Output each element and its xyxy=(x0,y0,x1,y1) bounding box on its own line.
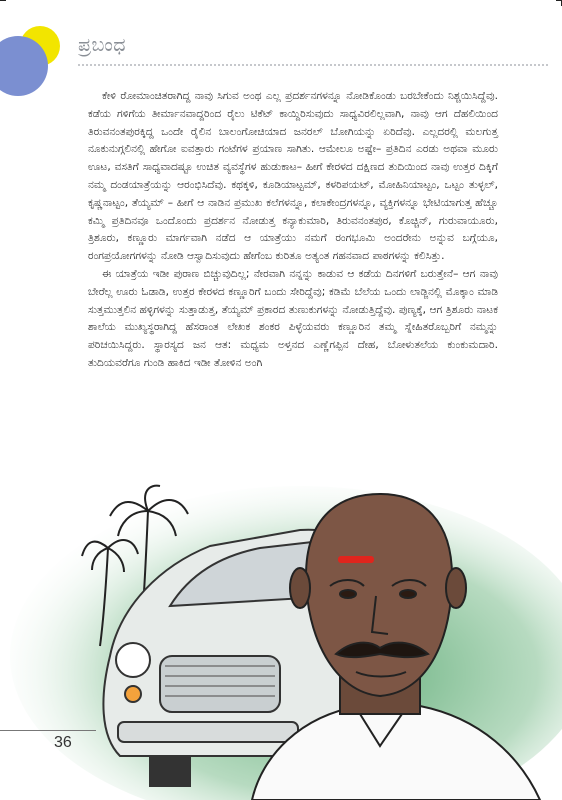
indicator-light xyxy=(125,686,141,702)
header-circles-decoration xyxy=(0,0,80,110)
crop-mark xyxy=(0,0,6,1)
section-title: ಪ್ರಬಂಧ xyxy=(78,34,127,56)
paragraph: ಈ ಯಾತ್ರೆಯ ಇಡೀ ಪುರಾಣ ಬಿಚ್ಚುವುದಿಲ್ಲ; ನೇರವಾಗಿ ನನ್ನನ್ನು ಕಾಡುವ ಆ ಕಡೆಯ ದಿನಗಳಿಗೆ ಬರುತ್ತೇನೆ– ಆಗ ನಾವು ಬೇರೆಲ್ಲ ಊರು ಓಡಾಡಿ, ಉತ್ತರ ಕೇರಳದ ಕಣ್ಣೂರಿಗೆ ಬಂದು ಸೇರಿದ್ದೆವು; ಕಡಿಮೆ ಬೆಲೆಯ ಒಂದು ಲಾಡ್ಜಿನಲ್ಲಿ ಮೊಕ್ಕಾಂ ಮಾಡಿ ಸುತ್ತಮುತ್ತಲಿನ ಹಳ್ಳಿಗಳನ್ನು ಸುತ್ತಾಡುತ್ತ, ತೆಯ್ಯಮ್ ಪ್ರಕಾರದ ತುಣುಕುಗಳನ್ನು ನೋಡುತ್ತಿದ್ದೆವು. ಪುಣ್ಯಕ್ಕೆ, ಆಗ ತ್ರಿಶೂರು ನಾಟಕ ಶಾಲೆಯ ಮುಖ್ಯಸ್ಥರಾಗಿದ್ದ ಹೆಸರಾಂತ ಲೇಖಕ ಶಂಕರ ಪಿಳ್ಳೆಯವರು ಕಣ್ಣೂರಿನ ತಮ್ಮ ಸ್ನೇಹಿತರೊಬ್ಬರಿಗೆ ನಮ್ಮನ್ನು ಪರಿಚಯಿಸಿದ್ದರು. ಸ್ಥಾರಸ್ಯದ ಜನ ಆತ: ಮಧ್ಯಮ ಅಳ್ತನದ ಎಣ್ಣೆಗಪ್ಪಿನ ದೇಹ, ಬೋಳುತಲೆಯ ಕುಂಕುಮದಾರಿ. ತುದಿಯವರೆಗೂ ಗುಂಡಿ ಹಾಕಿದ ಇಡೀ ತೋಳಿನ ಅಂಗಿ xyxy=(88,267,498,369)
headlight xyxy=(116,643,150,677)
tyre xyxy=(150,756,190,786)
tilak-mark xyxy=(338,556,374,563)
page-number: 36 xyxy=(54,734,72,751)
body-text xyxy=(88,88,498,373)
page-number-rule xyxy=(0,730,96,731)
illustration-man-with-car xyxy=(0,456,562,800)
header-divider xyxy=(78,64,548,66)
paragraph: ಕೇಳಿ ರೋಮಾಂಚಿತರಾಗಿದ್ದ ನಾವು ಸಿಗುವ ಅಂಥ ಎಲ್ಲ ಪ್ರದರ್ಶನಗಳನ್ನೂ ನೋಡಿಕೊಂಡು ಬರಬೇಕೆಂದು ನಿಶ್ಚಯಿಸಿದ್ದೆವು. ಕಡೆಯ ಗಳಿಗೆಯ ತೀರ್ಮಾನವಾದ್ದರಿಂದ ರೈಲು ಟಿಕೆಟ್ ಕಾಯ್ದಿರಿಸುವುದು ಸಾಧ್ಯವಿರಲಿಲ್ಲವಾಗಿ, ನಾವು ಆಗ ದೆಹಲಿಯಿಂದ ತಿರುವನಂತಪುರಕ್ಕಿದ್ದ ಒಂದೇ ರೈಲಿನ ಬಾಲಂಗೋಚಿಯಾದ ಜನರಲ್ ಬೋಗಿಯನ್ನು ಏರಿದೆವು. ಎಲ್ಲದರಲ್ಲಿ ಮಲಗುತ್ತ ನೂಕುನುಗ್ಗಲಿನಲ್ಲಿ ಹೇಗೋ ಐವತ್ತಾರು ಗಂಟೆಗಳ ಪ್ರಯಾಣ ಸಾಗಿತು. ಆಮೇಲೂ ಅಷ್ಟೇ– ಪ್ರತಿದಿನ ಎರಡು ಅಥವಾ ಮೂರು ಊಟ, ವಸತಿಗೆ ಸಾಧ್ಯವಾದಷ್ಟೂ ಉಚಿತ ವ್ಯವಸ್ಥೆಗಳ ಹುಡುಕಾಟ– ಹೀಗೆ ಕೇರಳದ ದಕ್ಷಿಣದ ತುದಿಯಿಂದ ನಾವು ಉತ್ತರ ದಿಕ್ಕಿಗೆ ನಮ್ಮ ದಂಡಯಾತ್ರೆಯನ್ನು ಆರಂಭಿಸಿದೆವು. ಕಥಕ್ಕಳಿ, ಕೂಡಿಯಾಟ್ಟಮ್, ಕಳರಿಪಯಟ್, ಮೋಹಿನಿಯಾಟ್ಟಂ, ಒಟ್ಟಂ ತುಳ್ಳಲ್, ಕೃಷ್ಣನಾಟ್ಟಂ, ತೆಯ್ಯಮ್ – ಹೀಗೆ ಆ ನಾಡಿನ ಪ್ರಮುಖ ಕಲೆಗಳನ್ನೂ, ಕಲಾಕೇಂದ್ರಗಳನ್ನೂ, ವ್ಯಕ್ತಿಗಳನ್ನೂ ಭೇಟಿಯಾಗುತ್ತ ಹೆಚ್ಚೂ ಕಮ್ಮಿ ಪ್ರತಿದಿನವೂ ಒಂದೊಂದು ಪ್ರದರ್ಶನ ನೋಡುತ್ತ ಕನ್ಯಾಕುಮಾರಿ, ತಿರುವನಂತಪುರ, ಕೊಚ್ಚಿನ್, ಗುರುವಾಯೂರು, ತ್ರಿಶೂರು, ಕಣ್ಣೂರು ಮಾರ್ಗವಾಗಿ ನಡೆದ ಆ ಯಾತ್ರೆಯು ನಮಗೆ ರಂಗಭೂಮಿ ಅಂದರೇನು ಅನ್ನುವ ಬಗ್ಗೆಯೂ, ರಂಗಪ್ರಯೋಗಗಳನ್ನು ನೋಡಿ ಆಸ್ವಾದಿಸುವುದು ಹೇಗೆಂಬ ಕುರಿತೂ ಅತ್ಯಂತ ಗಹನವಾದ ಪಾಠಗಳನ್ನು ಕಲಿಸಿತ್ತು. xyxy=(88,90,499,263)
